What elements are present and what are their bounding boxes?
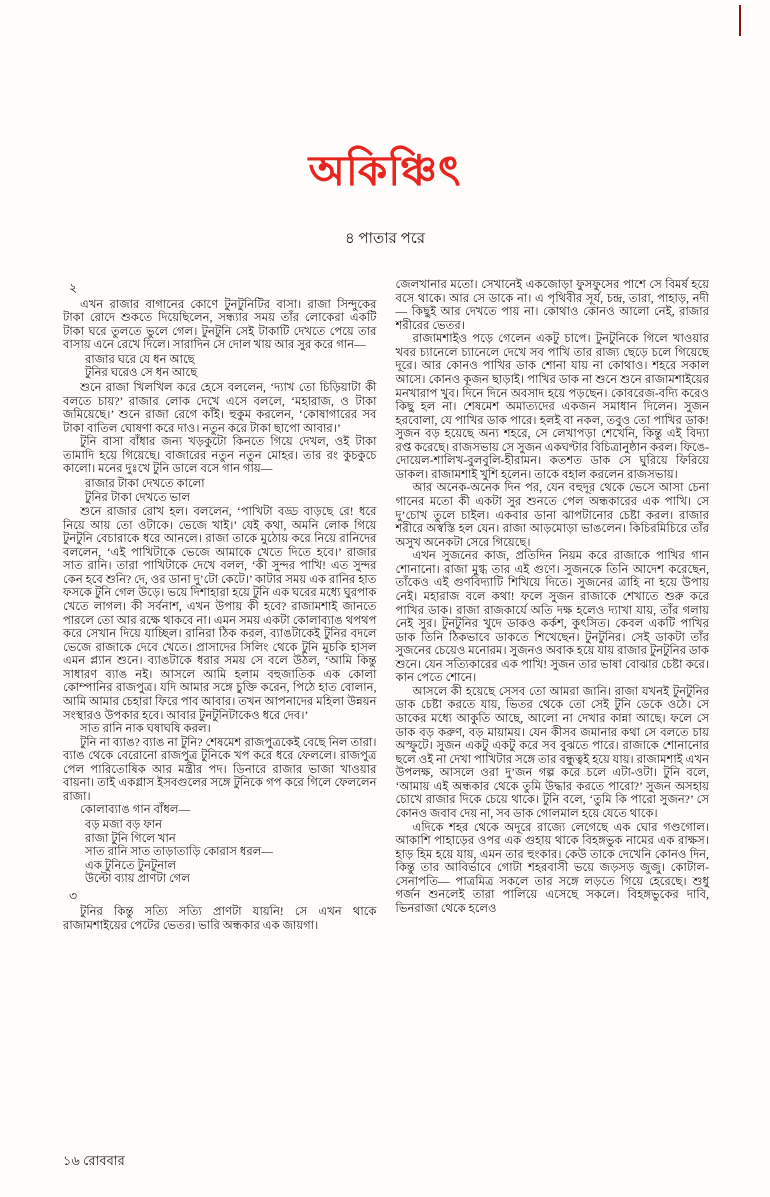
paragraph: এখন রাজার বাগানের কোণে টুনটুনিটির বাসা। রাজা সিন্দুকের টাকা রোদে শুকতে দিয়েছিলেন, সন্ধ্যার সময় তাঁর লোকেরা একটি টাকা ঘরে তুলতে ভুলে গেল। টুনটুনি সেই টাকাটি দেখতে পেয়ে তার বাসায় এনে রেখে দিলে। সারাদিন সে দোল খায় আর সুর করে গান— xyxy=(63,297,377,352)
section-number: ৩ xyxy=(69,888,78,903)
paragraph: এদিকে শহর থেকে অদূরে রাজ্যে লেগেছে এক ঘোর গণ্ডগোল। আকাশি পাহাড়ের ওপর এক গুহায় থাকে বিহঙ্গভুক নামের এক রাক্ষস। হাড় হিম হয়ে যায়, এমন তার হুংকার। কেউ তাকে দেখেনি কোনও দিন, কিন্তু তার আবির্ভাবে গোটা শহরবাসী ভয়ে জড়সড় জুজু। কোটাল-সেনাপতি— পাত্রমিত্র সকলে তার সঙ্গে লড়তে গিয়ে হেরেছে। শুধু গর্জন শুনলেই তারা পালিয়ে এসেছে সকলে। বিহঙ্গভুকের দাবি, ভিনরাজা থেকে হলেও xyxy=(395,820,709,915)
paragraph: জেলখানার মতো। সেখানেই একজোড়া ফুসফুসের পাশে সে বিমর্ষ হয়ে বসে থাকে। আর সে ডাকে না। এ পৃথিবীর সূর্য, চন্দ্র, তারা, পাহাড়, নদী— কিছুই আর দেখতে পায় না। কোথাও কোনও আলো নেই, রাজার শরীরের ভেতর। xyxy=(395,278,709,332)
paragraph: এখন সুজনের কাজ, প্রতিদিন নিয়ম করে রাজাকে পাখির গান শোনানো। রাজা মুগ্ধ তার এই গুণে। সুজনকে তিনি আদেশ করেছেন, তাঁকেও এই গুণবিদ্যাটি শিখিয়ে দিতে। সুজনের ত্রাহি না হয়ে উপায় নেই। মহারাজ বলে কথা! ফলে সুজন রাজাকে শেখাতে শুরু করে পাখির ডাক। রাজা রাজকার্যে অতি দক্ষ হলেও দ্যাখা যায়, তাঁর গলায় নেই সুর। টুনটুনির খুদে ডাকও কর্কশ, কুৎসিত। কেবল একটি পাখির ডাক তিনি ঠিকভাবে ডাকতে শিখেছেন। টুনটুনির। সেই ডাকটা তাঁর সুজনের চেয়েও মনোরম। সুজনও অবাক হয়ে যায় রাজার টুনটুনির ডাক শুনে। যেন সত্যিকারের এক পাখি! সুজন তার ভাষা বোঝার চেষ্টা করে। কান পেতে শোনে। xyxy=(395,549,709,685)
verse-line: এক টুনিতে টুনটুনাল xyxy=(85,858,177,872)
verse-line: টুনির ঘরেও সে ধন আছে xyxy=(85,366,198,380)
verse-line: টুনির টাকা দেখতে ভাল xyxy=(85,490,191,504)
verse xyxy=(85,477,377,504)
verse-line: সাত রানি সাত তাড়াতাড়ি কোরাস ধরল— xyxy=(85,845,273,859)
verse-line: রাজা টুনি গিলে খান xyxy=(85,831,176,845)
paragraph: রাজামশাইও পড়ে গেলেন একটু চাপে। টুনটুনিকে গিলে খাওয়ার খবর চ্যানেলে চ্যানেলে দেখে সব পাখি তার রাজ্য ছেড়ে চলে গিয়েছে দূরে। আর কোনও পাখির ডাক শোনা যায় না কোথাও। শহরে সকাল আসে। কোনও কূজন ছাড়াই। পাখির ডাক না শুনে শুনে রাজামশাইয়ের মনখারাপ খুব। দিনে দিনে অবসাদ হয়ে পড়ছেন। কোবরেজ-বদ্যি করেও কিছু হল না। শেষমেশ অমাত্যদের একজন সমাধান দিলেন। সুজন হরবোলা, যে পাখির ডাক পারে। হলই বা নকল, তবুও তো পাখির ডাক! সুজন বড় হয়েছে অন্য শহরে, সে লেখাপড়া শেখেনি, কিন্তু এই বিদ্যা রপ্ত করেছে। রাজসভায় সে সুজন একঘণ্টার বিচিত্রানুষ্ঠান করল। ফিঙে-দোয়েল-শালিখ-বুলবুলি-হীরামন। কতশত ডাক সে ঘুরিয়ে ফিরিয়ে ডাকল। রাজামশাই খুশি হলেন। তাকে বহাল করলেন রাজসভায়। xyxy=(395,332,709,481)
paragraph: শুনে রাজা খিলখিল করে হেসে বললেন, ‘দ্যাখ তো চিড়িয়াটা কী বলতে চায়?’ রাজার লোক দেখে এসে বললে, ‘মহারাজ, ও টাকা জমিয়েছে।’ শুনে রাজা রেগে কাঁই। হুকুম করলেন, ‘কোষাগারের সব টাকা বাতিল ঘোষণা করে দাও। নতুন করে টাকা ছাপো আবার।’ xyxy=(63,381,377,435)
verse xyxy=(85,353,377,380)
paragraph: টুনির কিন্তু সত্যি সত্যি প্রাণটা যায়নি! সে এখন থাকে রাজামশাইয়ের পেটের ভেতর। ভারি অন্ধকার এক জায়গা। xyxy=(63,905,377,932)
crop-mark xyxy=(739,5,741,36)
section-number: ২ xyxy=(69,281,78,295)
verse-line: উল্টো ব্যায় প্রাণটা গেল xyxy=(85,872,191,886)
verse-line: বড় মজা বড় ফান xyxy=(85,818,163,831)
paragraph: আর অনেক-অনেক দিন পর, যেন বহুদূর থেকে ভেসে আসা চেনা গানের মতো কী একটা সুর শুনতে পেল অন্ধকারের এক পাখি। সে দু’চোখ তুলে চাইল। একবার ডানা ঝাপটানোর চেষ্টা করল। রাজার শরীরে অস্বস্তি হল যেন। রাজা আড়মোড়া ভাঙলেন। কিচিরমিচিরে তাঁর অসুখ অনেকটা সেরে গিয়েছে। xyxy=(395,481,709,549)
paragraph: টুনি না ব্যাঙ? ব্যাঙ না টুনি? শেষমেশ রাজপুত্রকেই বেছে নিল তারা। ব্যাঙ থেকে বেরোনো রাজপুত্র টুনিকে খপ করে ধরে ফেললে। রাজপুত্র পেল পারিতোষিক আর মন্ত্রীর পদ। ডিনারে রাজার ভাজা খাওয়ার বায়না। তাই একগ্লাস ইসবগুলের সঙ্গে টুনিকে গপ করে গিলে ফেললেন রাজা। xyxy=(63,735,377,803)
verse-line: রাজার টাকা দেখতে কালো xyxy=(85,476,205,490)
article-body xyxy=(0,252,770,933)
article-title: অকিঞ্চিৎ xyxy=(308,149,462,195)
right-column xyxy=(396,278,710,933)
verse-line: রাজার ঘরে যে ধন আছে xyxy=(85,352,195,366)
paragraph: টুনি বাসা বাঁধার জন্য খড়কুটো কিনতে গিয়ে দেখল, ওই টাকা তামাদি হয়ে গিয়েছে। বাজারের নতুন নতুন মোহর। তার রং কুচকুচে কালো। মনের দুঃখে টুনি ডালে বসে গান গায়— xyxy=(63,435,377,476)
paragraph: আসলে কী হয়েছে সেসব তো আমরা জানি। রাজা যখনই টুনটুনির ডাক চেষ্টা করতে যায়, ভিতর থেকে তো সেই টুনি ডেকে ওঠে। সে ডাকের মধ্যে আকুতি আছে, আলো না দেখার কান্না আছে। ফলে সে ডাক বড় করুণ, বড় মায়াময়। যেন কীসব জমানার কথা সে বলতে চায় অস্ফুটে। সুজন একটু একটু করে সব বুঝতে পারে। রাজাকে শোনানোর ছলে ওই না দেখা পাখিটার সঙ্গে তার বন্ধুত্বই হয়ে যায়। রাজামশাই এখন উপলক্ষ, আসলে ওরা দু’জন গল্প করে চলে এটা-ওটা। টুনি বলে, ‘আমায় এই অন্ধকার থেকে তুমি উদ্ধার করতে পারো?’ সুজন অসহায় চোখে রাজার দিকে চেয়ে থাকে। টুনি বলে, ‘তুমি কি পারো সুজন?’ সে কোনও জবাব দেয় না, সব ডাক গোলমাল হয়ে যেতে থাকে। xyxy=(395,684,710,820)
verse xyxy=(85,818,377,886)
page-footer: ১৬ রোববার xyxy=(63,1153,125,1168)
paragraph: সাত রানি নাক ঘষাঘষি করল। xyxy=(80,722,211,736)
paragraph: শুনে রাজার রোখ হল। বললেন, ‘পাখিটা বড্ড বাড়ছে রে! ধরে নিয়ে আয় তো ওটাকে। ভেজে খাই।’ যেই কথা, অমনি লোক গিয়ে টুনটুনি বেচারাকে ধরে আনলে। রাজা তাকে মুঠোয় করে নিয়ে রানিদের বললেন, ‘এই পাখিটাকে ভেজে আমাকে খেতে দিতে হবে।’ রাজার সাত রানি। তারা পাখিটাকে দেখে বলল, ‘কী সুন্দর পাখি! এত সুন্দর কেন হবে শুনি? দে, ওর ডানা দু’টো কেটে।’ কাটার সময় এক রানির হাত ফসকে টুনি গেল উড়ে। ভয়ে দিশাহারা হয়ে টুনি এক ঘরের মধ্যে ঘুরপাক খেতে লাগল। কী সর্বনাশ, এখন উপায় কী হবে? রাজামশাই জানতে পারলে তো আর রক্ষে থাকবে না। এমন সময় একটা কোলাব্যাঙ থপথপ করে সেখান দিয়ে যাচ্ছিল। রানিরা ঠিক করল, ব্যাঙটাকেই টুনির বদলে ভেজে রাজাকে দেবে খেতে। প্রাসাদের সিলিং থেকে টুনি মুচকি হাসল এমন প্ল্যান শুনে। ব্যাঙটাকে ধরার সময় সে বলে উঠল, ‘আমি কিন্তু সাধারণ ব্যাঙ নই। আসলে আমি হলাম বহুজাতিক এক কোলা কোম্পানির রাজপুত্র। যদি আমার সঙ্গে চুক্তি করেন, পিঠে হাত বোলান, আমি আমার চেহারা ফিরে পাব আবার। তখন আপনাদের মহিলা উন্নয়ন সংস্থারও উপকার হবে। আবার টুনটুনিটাকেও ধরে দেব।’ xyxy=(63,505,377,722)
continuation-note: ৪ পাতার পরে xyxy=(344,231,426,247)
paragraph: কোলাব্যাঙ গান বাঁধল— xyxy=(80,803,191,817)
left-column xyxy=(63,278,377,933)
